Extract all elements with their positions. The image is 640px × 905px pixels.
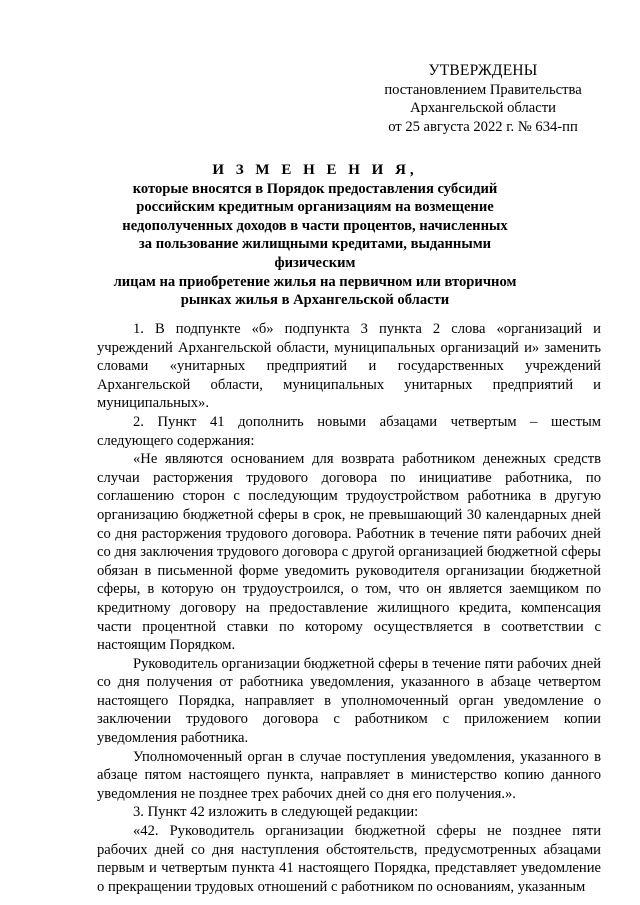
paragraph: Руководитель организации бюджетной сферы в течение пяти рабочих дней со дня получения от работника уведомления, указанного в абзаце четвертом настоящего Порядка, направляет в уполномоченный орган уведомление о заключении трудового договора с работником с приложением копии уведомления работника. bbox=[97, 655, 601, 747]
document-body bbox=[97, 320, 601, 896]
approval-heading: УТВЕРЖДЕНЫ bbox=[428, 62, 538, 79]
approval-block bbox=[368, 62, 598, 136]
paragraph: Уполномоченный орган в случае поступления уведомления, указанного в абзаце пятом настоящего пункта, направляет в министерство копию данного уведомления не позднее трех рабочих дней со дня его получения.». bbox=[97, 748, 601, 802]
title-line: рынках жилья в Архангельской области bbox=[180, 292, 450, 309]
title-line: недополученных доходов в части процентов, начисленных bbox=[122, 217, 508, 234]
paragraph: 1. В подпункте «б» подпункта 3 пункта 2 слова «организаций и учреждений Архангельской области, муниципальных организаций и» заменить словами «унитарных предприятий и государственных учреждений Архангельской области, муниципальных унитарных предприятий и муниципальных». bbox=[97, 321, 601, 412]
paragraph: 3. Пункт 42 изложить в следующей редакции: bbox=[133, 804, 419, 821]
paragraph: «42. Руководитель организации бюджетной сферы не позднее пяти рабочих дней со дня наступления обстоятельств, предусмотренных абзацами первым и четвертым пункта 41 настоящего Порядка, представляет уведомление о прекращении трудовых отношений с работником по основаниям, указанным bbox=[97, 823, 601, 895]
paragraph: «Не являются основанием для возврата работником денежных средств случаи расторжения трудового договора по инициативе работника, по соглашению сторон с последующим трудоустройством работника в другую организацию бюджетной сферы в срок, не превышающий 30 календарных дней со дня расторжения трудового договора. Работник в течение пяти рабочих дней со дня заключения трудового договора с другой организацией бюджетной сферы обязан в письменной форме уведомить руководителя организации бюджетной сферы, в которую он трудоустроился, о том, что он является заемщиком по кредитному договору на предоставление жилищного кредита, компенсация части процентной ставки по которому осуществляется в соответствии с настоящим Порядком. bbox=[97, 451, 601, 654]
title-line: за пользование жилищными кредитами, выданными физическим bbox=[138, 236, 492, 271]
paragraph: 2. Пункт 41 дополнить новыми абзацами четвертым – шестым следующего содержания: bbox=[97, 413, 601, 449]
approval-line: Архангельской области bbox=[410, 100, 556, 117]
approval-date-line: от 25 августа 2022 г. № 634-пп bbox=[388, 118, 578, 135]
title-heading: И З М Е Н Е Н И Я, bbox=[212, 162, 418, 178]
approval-line: постановлением Правительства bbox=[384, 81, 582, 98]
title-line: которые вносятся в Порядок предоставления субсидий bbox=[132, 180, 498, 197]
document-title bbox=[100, 161, 530, 310]
title-line: российским кредитным организациям на возмещение bbox=[136, 199, 494, 216]
title-line: лицам на приобретение жилья на первичном или вторичном bbox=[113, 273, 517, 290]
